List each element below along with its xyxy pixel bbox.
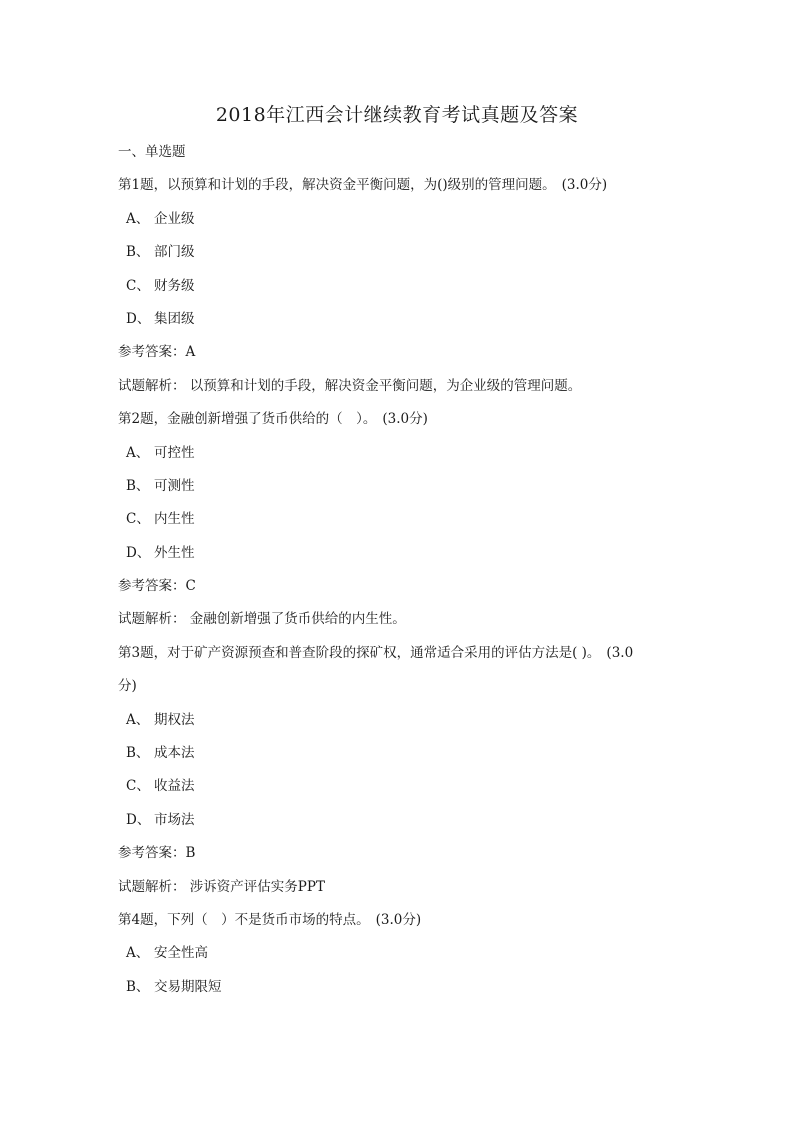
option-text: 交易期限短 [154,978,222,995]
option-1a [118,208,678,241]
option-letter: A、 [126,711,150,728]
option-text: 财务级 [154,277,195,294]
option-text: 市场法 [154,811,195,828]
option-text: 安全性高 [154,945,208,962]
option-letter: D、 [126,811,151,828]
question-text: 第2题，金融创新增强了货币供给的（ ）。 [118,411,377,428]
option-letter: A、 [126,444,150,461]
question-text: 第3题，对于矿产资源预查和普查阶段的探矿权，通常适合采用的评估方法是( )。 [118,644,601,661]
option-1c [118,275,678,308]
answer-3: 参考答案：B [118,845,196,862]
option-text: 内生性 [154,511,195,528]
option-3c [118,775,678,808]
option-letter: C、 [126,511,150,528]
section-heading: 一、单选题 [118,144,186,160]
option-letter: B、 [126,745,150,762]
option-3b [118,742,678,775]
answer-2: 参考答案：C [118,578,196,595]
option-1b [118,241,678,274]
option-letter: B、 [126,477,150,494]
option-3a [118,709,678,742]
question-stem-3 [118,642,678,675]
option-1d [118,308,678,341]
question-score: (3.0分) [561,177,608,194]
option-2d [118,542,678,575]
option-letter: A、 [126,210,150,227]
option-text: 外生性 [154,544,195,561]
option-letter: C、 [126,778,150,795]
option-text: 部门级 [154,244,195,261]
question-stem-2 [118,408,678,441]
analysis-1: 试题解析： 以预算和计划的手段，解决资金平衡问题，为企业级的管理问题。 [118,377,582,394]
question-score: (3.0分) [382,411,428,428]
option-3d [118,809,678,842]
option-text: 可测性 [154,477,195,494]
option-2c [118,508,678,541]
document-body [118,141,678,1009]
question-score: (3.0 [606,644,634,661]
option-4a [118,942,678,975]
analysis-2: 试题解析： 金融创新增强了货币供给的内生性。 [118,611,406,628]
option-2a [118,442,678,475]
option-letter: D、 [126,310,151,327]
question-score: (3.0分) [375,911,422,928]
option-letter: B、 [126,978,150,995]
option-text: 企业级 [154,210,195,227]
option-letter: D、 [126,544,151,561]
option-text: 收益法 [154,778,195,795]
option-2b [118,475,678,508]
option-text: 集团级 [154,310,195,327]
option-letter: A、 [126,945,150,962]
question-text: 第1题，以预算和计划的手段，解决资金平衡问题，为()级别的管理问题。 [118,177,556,194]
document-title: 2018年江西会计继续教育考试真题及答案 [215,104,579,126]
option-text: 成本法 [154,745,195,762]
analysis-3: 试题解析： 涉诉资产评估实务PPT [118,878,325,895]
question-stem-3-cont: 分) [118,678,137,695]
option-text: 期权法 [154,711,195,728]
question-stem-1 [118,174,678,207]
question-stem-4 [118,909,678,942]
question-text: 第4题，下列（ ）不是货币市场的特点。 [118,911,370,928]
option-4b [118,976,678,1009]
option-letter: B、 [126,244,150,261]
answer-1: 参考答案：A [118,344,196,361]
option-text: 可控性 [154,444,195,461]
option-letter: C、 [126,277,150,294]
